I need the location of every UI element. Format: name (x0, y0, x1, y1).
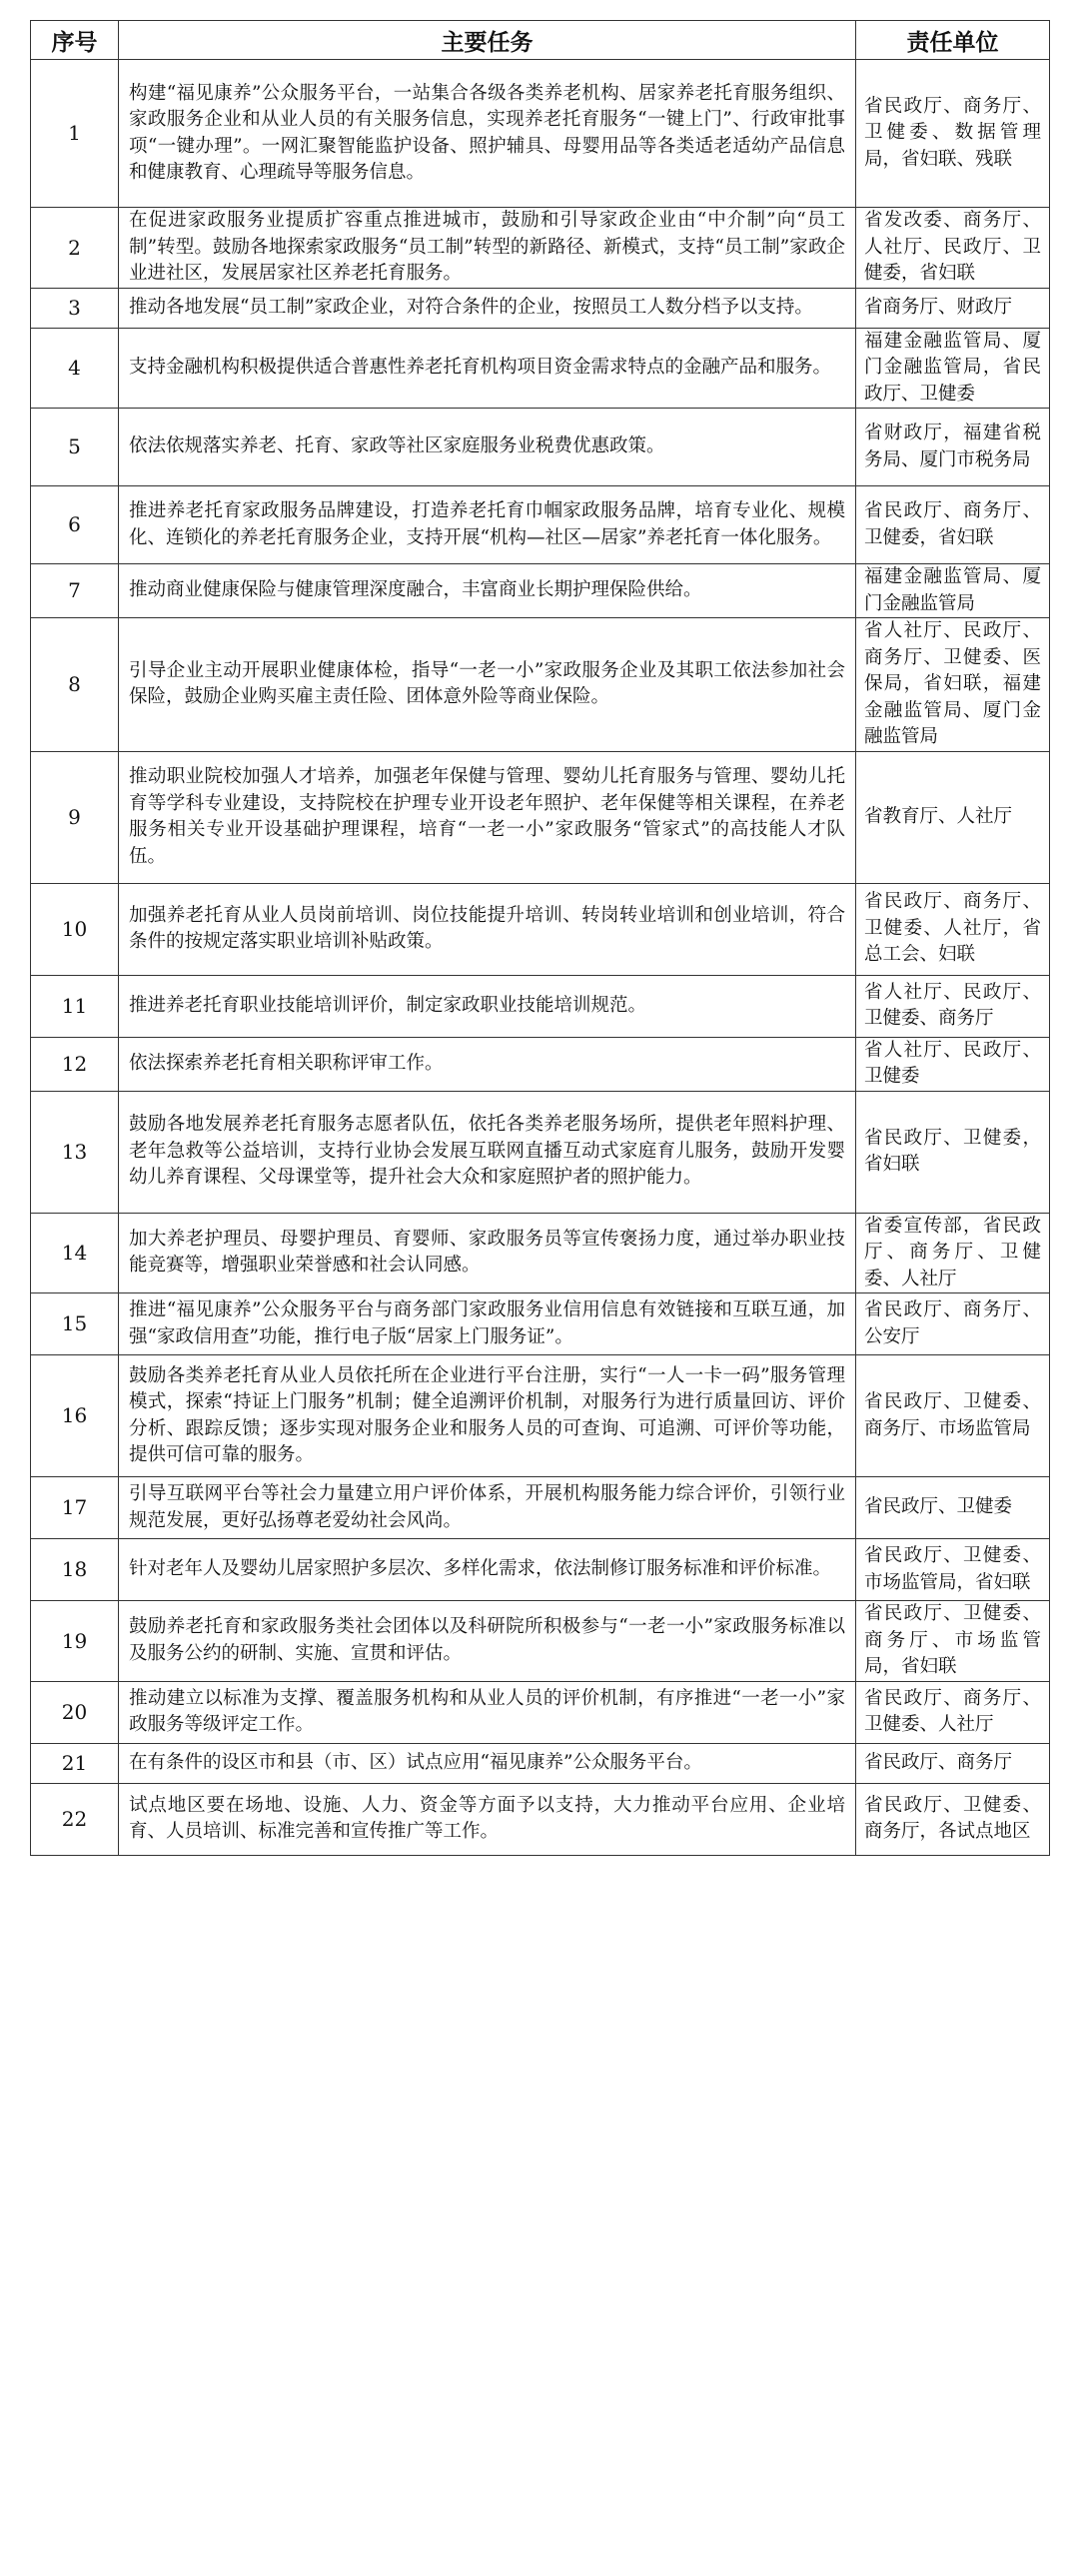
row-main-task: 鼓励养老托育和家政服务类社会团体以及科研院所积极参与“一老一小”家政服务标准以及服务公约的研制、实施、宣贯和评估。 (119, 1601, 856, 1682)
table-row (31, 1601, 1050, 1682)
row-main-task: 依法依规落实养老、托育、家政等社区家庭服务业税费优惠政策。 (119, 409, 856, 486)
row-serial-number: 3 (31, 288, 119, 328)
table-row (31, 1743, 1050, 1783)
row-serial-number: 18 (31, 1539, 119, 1601)
table-row (31, 618, 1050, 752)
table-row (31, 1539, 1050, 1601)
row-responsible-unit: 省民政厅、卫健委、商务厅、市场监管局，省妇联 (856, 1601, 1050, 1682)
table-row (31, 328, 1050, 409)
row-main-task: 支持金融机构积极提供适合普惠性养老托育机构项目资金需求特点的金融产品和服务。 (119, 328, 856, 409)
row-main-task: 引导互联网平台等社会力量建立用户评价体系，开展机构服务能力综合评价，引领行业规范发展，更好弘扬尊老爱幼社会风尚。 (119, 1477, 856, 1539)
row-responsible-unit: 省民政厅、商务厅、公安厅 (856, 1293, 1050, 1355)
row-responsible-unit: 省民政厅、商务厅 (856, 1743, 1050, 1783)
table-row (31, 1477, 1050, 1539)
row-responsible-unit: 省民政厅、卫健委 (856, 1477, 1050, 1539)
header-serial-number: 序号 (31, 21, 119, 60)
row-main-task: 针对老年人及婴幼儿居家照护多层次、多样化需求，依法制修订服务标准和评价标准。 (119, 1539, 856, 1601)
table-row (31, 751, 1050, 883)
row-main-task: 加大养老护理员、母婴护理员、育婴师、家政服务员等宣传褒扬力度，通过举办职业技能竞赛等，增强职业荣誉感和社会认同感。 (119, 1213, 856, 1293)
table-row (31, 1355, 1050, 1477)
row-main-task: 引导企业主动开展职业健康体检，指导“一老一小”家政服务企业及其职工依法参加社会保险，鼓励企业购买雇主责任险、团体意外险等商业保险。 (119, 618, 856, 752)
row-main-task: 推动商业健康保险与健康管理深度融合，丰富商业长期护理保险供给。 (119, 564, 856, 618)
task-table (30, 20, 1050, 1856)
row-responsible-unit: 省委宣传部，省民政厅、商务厅、卫健委、人社厅 (856, 1213, 1050, 1293)
table-row (31, 1293, 1050, 1355)
row-responsible-unit: 省人社厅、民政厅、卫健委、商务厅 (856, 975, 1050, 1037)
row-responsible-unit: 省教育厅、人社厅 (856, 751, 1050, 883)
table-row (31, 564, 1050, 618)
row-serial-number: 13 (31, 1091, 119, 1213)
table-row (31, 883, 1050, 975)
table-header-row (31, 21, 1050, 60)
table-row (31, 60, 1050, 208)
row-main-task: 加强养老托育从业人员岗前培训、岗位技能提升培训、转岗转业培训和创业培训，符合条件的按规定落实职业培训补贴政策。 (119, 883, 856, 975)
table-row (31, 975, 1050, 1037)
row-serial-number: 20 (31, 1681, 119, 1743)
table-row (31, 409, 1050, 486)
row-responsible-unit: 省民政厅、卫健委，省妇联 (856, 1091, 1050, 1213)
row-main-task: 构建“福见康养”公众服务平台，一站集合各级各类养老机构、居家养老托育服务组织、家政服务企业和从业人员的有关服务信息，实现养老托育服务“一键上门”、行政审批事项“一键办理”。一网汇聚智能监护设备、照护辅具、母婴用品等各类适老适幼产品信息和健康教育、心理疏导等服务信息。 (119, 60, 856, 208)
row-main-task: 推动职业院校加强人才培养，加强老年保健与管理、婴幼儿托育服务与管理、婴幼儿托育等学科专业建设，支持院校在护理专业开设老年照护、老年保健等相关课程，在养老服务相关专业开设基础护理课程，培育“一老一小”家政服务“管家式”的高技能人才队伍。 (119, 751, 856, 883)
row-serial-number: 16 (31, 1355, 119, 1477)
row-main-task: 推动建立以标准为支撑、覆盖服务机构和从业人员的评价机制，有序推进“一老一小”家政服务等级评定工作。 (119, 1681, 856, 1743)
row-main-task: 鼓励各地发展养老托育服务志愿者队伍，依托各类养老服务场所，提供老年照料护理、老年急救等公益培训，支持行业协会发展互联网直播互动式家庭育儿服务，鼓励开发婴幼儿养育课程、父母课堂等，提升社会大众和家庭照护者的照护能力。 (119, 1091, 856, 1213)
table-row (31, 1783, 1050, 1855)
row-serial-number: 12 (31, 1037, 119, 1091)
row-responsible-unit: 福建金融监管局、厦门金融监管局，省民政厅、卫健委 (856, 328, 1050, 409)
row-responsible-unit: 福建金融监管局、厦门金融监管局 (856, 564, 1050, 618)
row-serial-number: 7 (31, 564, 119, 618)
row-responsible-unit: 省民政厅、商务厅、卫健委，省妇联 (856, 486, 1050, 564)
table-row (31, 1091, 1050, 1213)
row-responsible-unit: 省民政厅、商务厅、卫健委、人社厅，省总工会、妇联 (856, 883, 1050, 975)
row-serial-number: 2 (31, 208, 119, 289)
row-responsible-unit: 省人社厅、民政厅、卫健委 (856, 1037, 1050, 1091)
row-main-task: 推进养老托育职业技能培训评价，制定家政职业技能培训规范。 (119, 975, 856, 1037)
table-row (31, 208, 1050, 289)
row-main-task: 鼓励各类养老托育从业人员依托所在企业进行平台注册，实行“一人一卡一码”服务管理模式，探索“持证上门服务”机制；健全追溯评价机制，对服务行为进行质量回访、评价分析、跟踪反馈；逐步实现对服务企业和服务人员的可查询、可追溯、可评价等功能，提供可信可靠的服务。 (119, 1355, 856, 1477)
row-responsible-unit: 省民政厅、卫健委、商务厅、市场监管局 (856, 1355, 1050, 1477)
row-responsible-unit: 省商务厅、财政厅 (856, 288, 1050, 328)
row-serial-number: 8 (31, 618, 119, 752)
row-responsible-unit: 省民政厅、商务厅、卫健委、数据管理局，省妇联、残联 (856, 60, 1050, 208)
row-responsible-unit: 省人社厅、民政厅、商务厅、卫健委、医保局，省妇联，福建金融监管局、厦门金融监管局 (856, 618, 1050, 752)
table-row (31, 1213, 1050, 1293)
row-serial-number: 14 (31, 1213, 119, 1293)
row-responsible-unit: 省民政厅、卫健委、市场监管局，省妇联 (856, 1539, 1050, 1601)
row-responsible-unit: 省民政厅、卫健委、商务厅，各试点地区 (856, 1783, 1050, 1855)
table-row (31, 1681, 1050, 1743)
table-row (31, 288, 1050, 328)
row-serial-number: 9 (31, 751, 119, 883)
table-row (31, 1037, 1050, 1091)
row-serial-number: 1 (31, 60, 119, 208)
row-main-task: 试点地区要在场地、设施、人力、资金等方面予以支持，大力推动平台应用、企业培育、人员培训、标准完善和宣传推广等工作。 (119, 1783, 856, 1855)
row-responsible-unit: 省民政厅、商务厅、卫健委、人社厅 (856, 1681, 1050, 1743)
row-main-task: 依法探索养老托育相关职称评审工作。 (119, 1037, 856, 1091)
row-main-task: 推进养老托育家政服务品牌建设，打造养老托育巾帼家政服务品牌，培育专业化、规模化、连锁化的养老托育服务企业，支持开展“机构—社区—居家”养老托育一体化服务。 (119, 486, 856, 564)
row-main-task: 在促进家政服务业提质扩容重点推进城市，鼓励和引导家政企业由“中介制”向“员工制”转型。鼓励各地探索家政服务“员工制”转型的新路径、新模式，支持“员工制”家政企业进社区，发展居家社区养老托育服务。 (119, 208, 856, 289)
row-responsible-unit: 省财政厅，福建省税务局、厦门市税务局 (856, 409, 1050, 486)
row-serial-number: 17 (31, 1477, 119, 1539)
row-serial-number: 4 (31, 328, 119, 409)
row-main-task: 在有条件的设区市和县（市、区）试点应用“福见康养”公众服务平台。 (119, 1743, 856, 1783)
row-main-task: 推进“福见康养”公众服务平台与商务部门家政服务业信用信息有效链接和互联互通，加强“家政信用查”功能，推行电子版“居家上门服务证”。 (119, 1293, 856, 1355)
header-main-task: 主要任务 (119, 21, 856, 60)
row-responsible-unit: 省发改委、商务厅、人社厅、民政厅、卫健委，省妇联 (856, 208, 1050, 289)
row-serial-number: 6 (31, 486, 119, 564)
row-serial-number: 15 (31, 1293, 119, 1355)
row-serial-number: 11 (31, 975, 119, 1037)
row-serial-number: 21 (31, 1743, 119, 1783)
row-serial-number: 22 (31, 1783, 119, 1855)
row-serial-number: 5 (31, 409, 119, 486)
row-main-task: 推动各地发展“员工制”家政企业，对符合条件的企业，按照员工人数分档予以支持。 (119, 288, 856, 328)
table-row (31, 486, 1050, 564)
row-serial-number: 10 (31, 883, 119, 975)
header-responsible-unit: 责任单位 (856, 21, 1050, 60)
row-serial-number: 19 (31, 1601, 119, 1682)
table-body (31, 60, 1050, 1856)
